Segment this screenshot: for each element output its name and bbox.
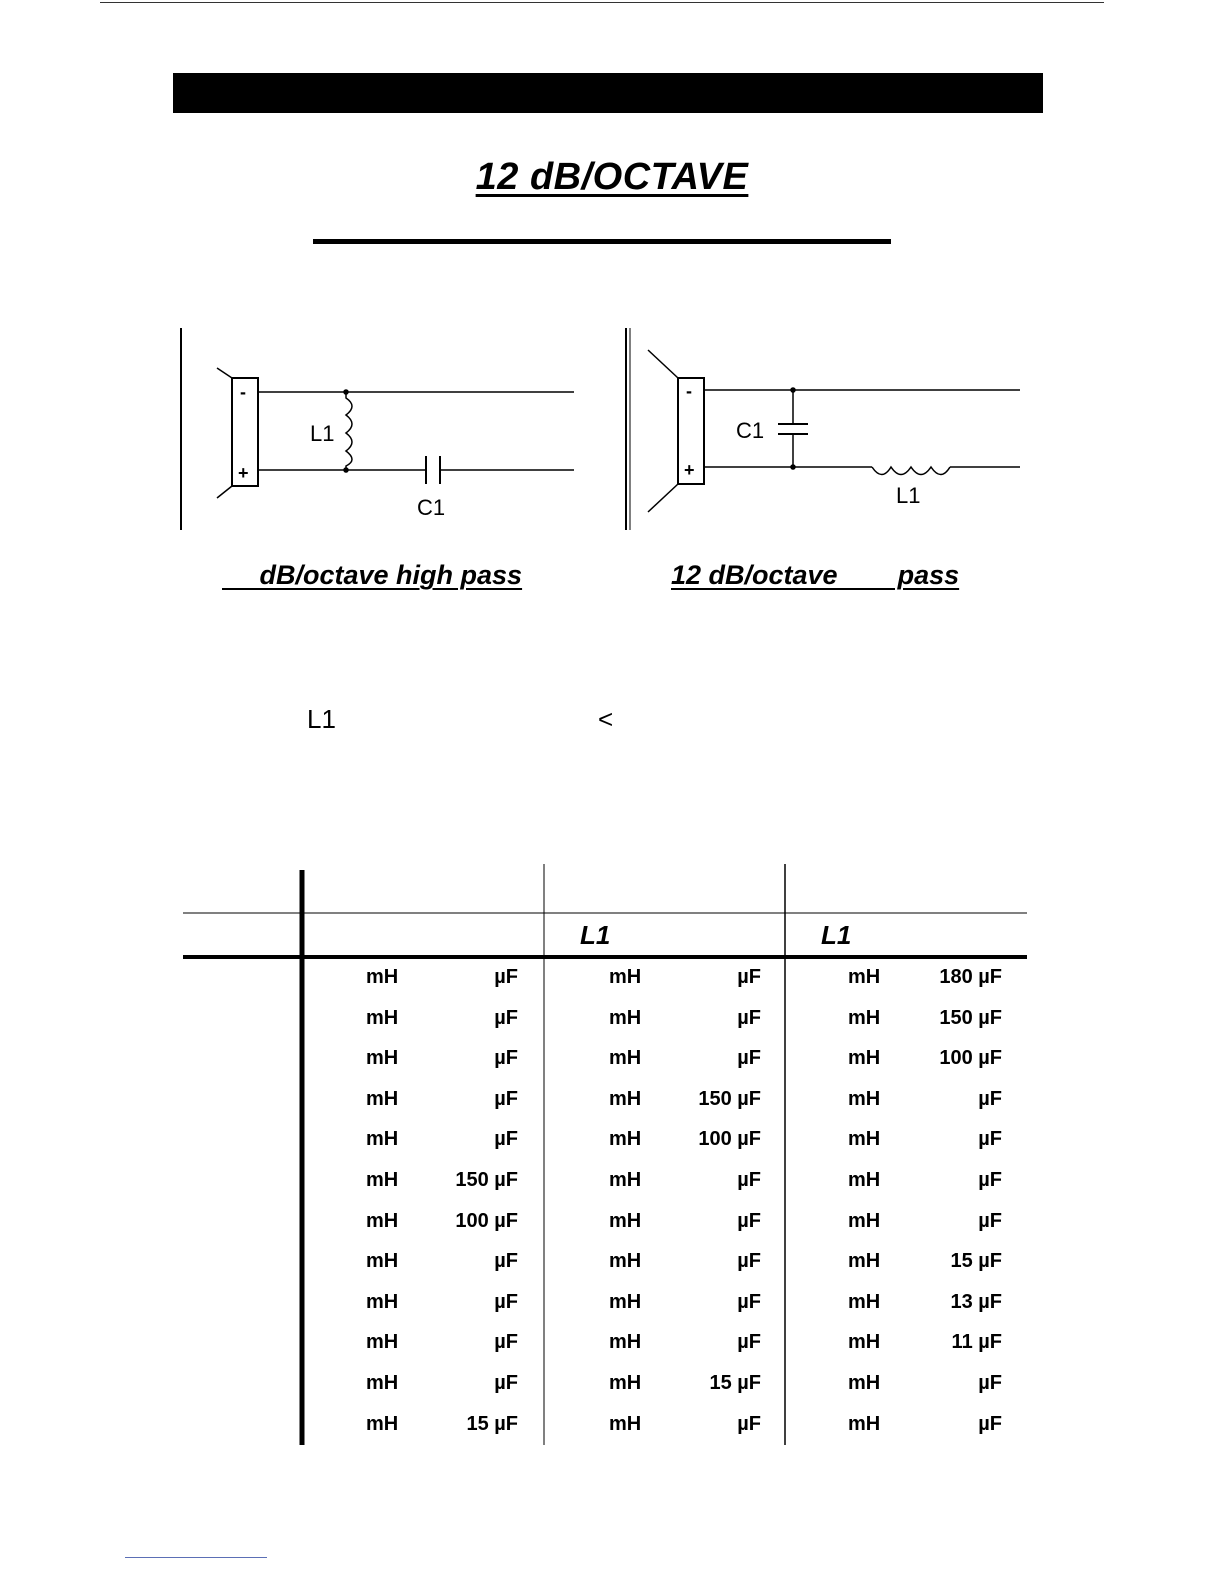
- table-cell-inductance: mH: [366, 1007, 399, 1029]
- table-cell-inductance: mH: [366, 1331, 399, 1353]
- table-cell-capacitance: µF: [737, 966, 761, 988]
- table-cell-inductance: mH: [366, 966, 399, 988]
- table-cell-inductance: mH: [848, 966, 881, 988]
- table-cell-capacitance: µF: [737, 1007, 761, 1029]
- table-cell-capacitance: µF: [737, 1047, 761, 1069]
- table-cell-capacitance: 100 µF: [698, 1128, 761, 1150]
- table-cell-inductance: mH: [609, 1047, 642, 1069]
- table-cell-capacitance: µF: [737, 1250, 761, 1272]
- table-cell-inductance: mH: [848, 1128, 881, 1150]
- table-cell-capacitance: µF: [978, 1210, 1002, 1232]
- table-cell-inductance: mH: [609, 1250, 642, 1272]
- table-cell-capacitance: µF: [978, 1088, 1002, 1110]
- table-cell-capacitance: 15 µF: [709, 1372, 761, 1394]
- table-cell-capacitance: 13 µF: [950, 1291, 1002, 1313]
- table-cell-capacitance: µF: [494, 1250, 518, 1272]
- table-cell-inductance: mH: [609, 1210, 642, 1232]
- table-cell-capacitance: 150 µF: [455, 1169, 518, 1191]
- table-cell-inductance: mH: [848, 1291, 881, 1313]
- table-header-l1: L1: [821, 920, 852, 950]
- table-cell-capacitance: 100 µF: [939, 1047, 1002, 1069]
- table-cell-inductance: mH: [848, 1413, 881, 1435]
- table-cell-inductance: mH: [609, 1007, 642, 1029]
- table-cell-capacitance: µF: [494, 1047, 518, 1069]
- table-cell-capacitance: µF: [494, 966, 518, 988]
- hp-capacitor-label: C1: [417, 495, 446, 520]
- table-cell-capacitance: µF: [494, 1007, 518, 1029]
- table-cell-inductance: mH: [848, 1047, 881, 1069]
- table-cell-capacitance: µF: [494, 1128, 518, 1150]
- table-cell-inductance: mH: [609, 1372, 642, 1394]
- table-cell-capacitance: 100 µF: [455, 1210, 518, 1232]
- table-cell-inductance: mH: [848, 1007, 881, 1029]
- footer-rule: [125, 1557, 267, 1558]
- table-cell-capacitance: 180 µF: [939, 966, 1002, 988]
- table-cell-inductance: mH: [609, 1331, 642, 1353]
- note-less-than: <: [598, 704, 614, 734]
- table-cell-inductance: mH: [366, 1128, 399, 1150]
- table-cell-capacitance: µF: [494, 1088, 518, 1110]
- hp-inductor-label: L1: [310, 421, 335, 446]
- lp-capacitor-label: C1: [736, 418, 765, 443]
- table-cell-inductance: mH: [366, 1250, 399, 1272]
- lp-inductor-label: L1: [896, 483, 921, 508]
- table-cell-capacitance: µF: [978, 1413, 1002, 1435]
- table-cell-capacitance: µF: [978, 1169, 1002, 1191]
- table-cell-inductance: mH: [848, 1331, 881, 1353]
- table-cell-capacitance: µF: [737, 1291, 761, 1313]
- hp-minus-label: -: [240, 382, 246, 402]
- table-cell-capacitance: µF: [737, 1331, 761, 1353]
- hp-plus-label: +: [238, 463, 249, 483]
- page-title: 12 dB/OCTAVE: [475, 156, 749, 198]
- table-cell-inductance: mH: [609, 1413, 642, 1435]
- table-cell-capacitance: µF: [737, 1413, 761, 1435]
- table-cell-inductance: mH: [848, 1088, 881, 1110]
- table-cell-capacitance: 15 µF: [466, 1413, 518, 1435]
- low-pass-caption: 12 dB/octave pass: [671, 560, 960, 590]
- table-cell-capacitance: µF: [978, 1372, 1002, 1394]
- lp-plus-label: +: [684, 460, 695, 480]
- note-l1: L1: [307, 704, 336, 734]
- table-cell-inductance: mH: [366, 1169, 399, 1191]
- table-cell-inductance: mH: [848, 1210, 881, 1232]
- table-cell-capacitance: µF: [494, 1291, 518, 1313]
- table-cell-inductance: mH: [366, 1372, 399, 1394]
- table-cell-inductance: mH: [366, 1413, 399, 1435]
- lp-minus-label: -: [686, 381, 692, 401]
- table-cell-capacitance: 150 µF: [698, 1088, 761, 1110]
- table-cell-inductance: mH: [609, 1169, 642, 1191]
- table-cell-capacitance: 11 µF: [951, 1331, 1002, 1353]
- table-cell-inductance: mH: [366, 1088, 399, 1110]
- table-cell-inductance: mH: [848, 1250, 881, 1272]
- table-cell-inductance: mH: [609, 1291, 642, 1313]
- table-cell-capacitance: µF: [494, 1372, 518, 1394]
- table-cell-capacitance: 15 µF: [950, 1250, 1002, 1272]
- table-cell-inductance: mH: [848, 1372, 881, 1394]
- table-cell-capacitance: 150 µF: [939, 1007, 1002, 1029]
- table-cell-capacitance: µF: [737, 1210, 761, 1232]
- table-cell-inductance: mH: [609, 966, 642, 988]
- table-cell-capacitance: µF: [494, 1331, 518, 1353]
- table-cell-inductance: mH: [609, 1088, 642, 1110]
- table-cell-inductance: mH: [848, 1169, 881, 1191]
- table-header-l1: L1: [580, 920, 611, 950]
- table-cell-capacitance: µF: [737, 1169, 761, 1191]
- table-cell-inductance: mH: [609, 1128, 642, 1150]
- table-cell-inductance: mH: [366, 1210, 399, 1232]
- table-cell-capacitance: µF: [978, 1128, 1002, 1150]
- table-cell-inductance: mH: [366, 1047, 399, 1069]
- high-pass-caption: dB/octave high pass: [222, 560, 523, 590]
- table-cell-inductance: mH: [366, 1291, 399, 1313]
